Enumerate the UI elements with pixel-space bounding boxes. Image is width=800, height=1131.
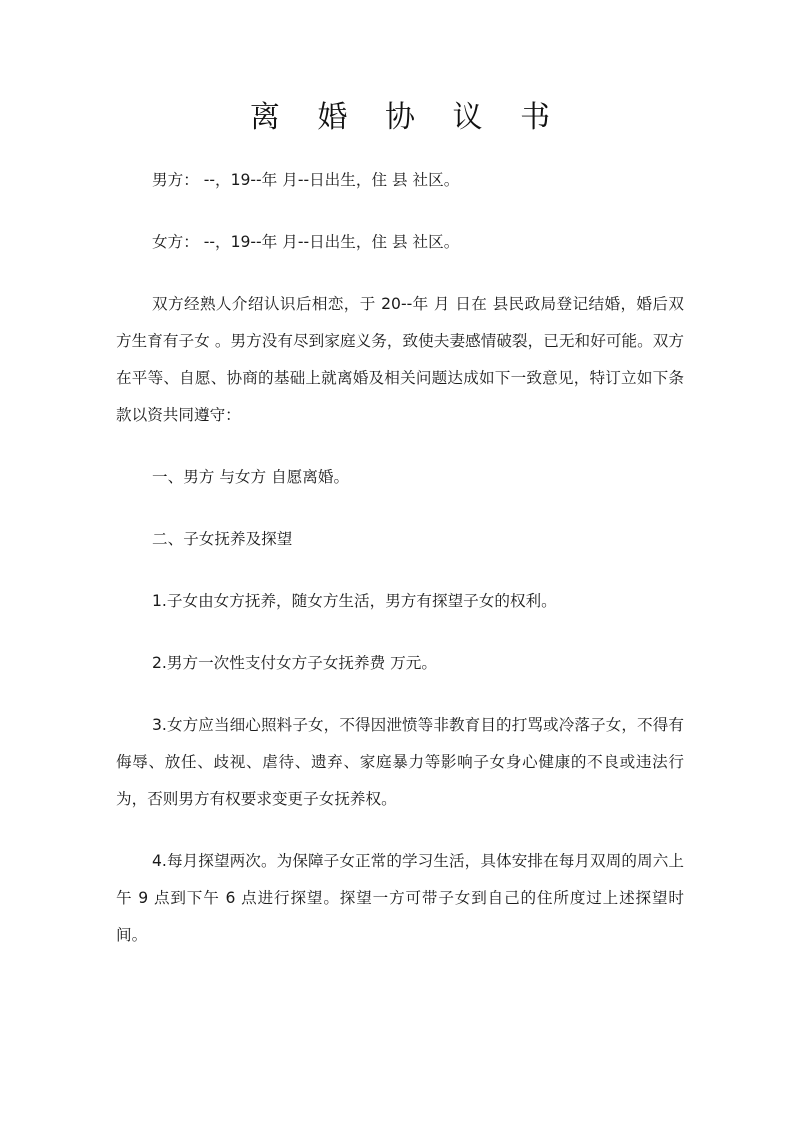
paragraph-background: 双方经熟人介绍认识后相恋，于 20--年 月 日在 县民政局登记结婚，婚后双方生育有子女 。男方没有尽到家庭义务，致使夫妻感情破裂，已无和好可能。双方在平等、自愿、协商的基础上就离婚及相关问题达成如下一致意见，特订立如下条款以资共同遵守：	[116, 295, 684, 424]
paragraph-clause-2-item-2: 2.男方一次性支付女方子女抚养费 万元。	[152, 654, 437, 672]
paragraph-clause-2-item-3: 3.女方应当细心照料子女，不得因泄愤等非教育目的打骂或冷落子女，不得有侮辱、放任、歧视、虐待、遗弃、家庭暴力等影响子女身心健康的不良或违法行为，否则男方有权要求变更子女抚养权。	[116, 716, 684, 808]
paragraph-clause-2-heading: 二、子女抚养及探望	[152, 530, 293, 548]
paragraph-male-party: 男方： --，19--年 月--日出生，住 县 社区。	[152, 171, 460, 189]
document-title: 离 婚 协 议 书	[249, 100, 565, 135]
paragraph-clause-2-item-1: 1.子女由女方抚养，随女方生活，男方有探望子女的权利。	[152, 592, 557, 610]
paragraph-clause-2-item-4: 4.每月探望两次。为保障子女正常的学习生活，具体安排在每月双周的周六上午 9 点到下午 6 点进行探望。探望一方可带子女到自己的住所度过上述探望时间。	[116, 852, 684, 944]
paragraph-female-party: 女方： --，19--年 月--日出生，住 县 社区。	[152, 233, 460, 251]
paragraph-clause-1: 一、男方 与女方 自愿离婚。	[152, 468, 350, 486]
document-body	[116, 162, 684, 979]
